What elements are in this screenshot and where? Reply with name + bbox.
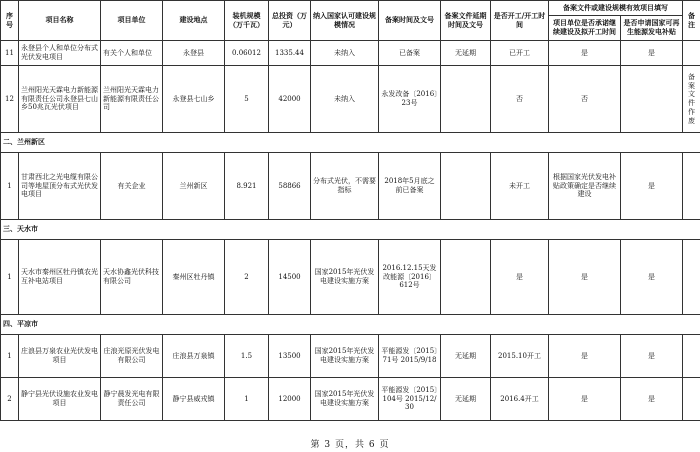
cell-capacity: 8.921 (225, 153, 269, 220)
cell-scale: 分布式光伏，不需要指标 (311, 153, 379, 220)
cell-started: 是 (491, 240, 549, 315)
cell-subsidy (621, 66, 683, 133)
cell-extension (441, 240, 491, 315)
table-row (1, 41, 700, 66)
header-commit: 项目单位是否承诺继续建设及拟开工时间 (549, 16, 621, 41)
cell-unit: 兰州阳光天霖电力新能源有限责任公司 (101, 66, 163, 133)
header-location: 建设地点 (163, 1, 225, 41)
cell-name: 庄浪县万泉农业光伏发电项目 (19, 335, 101, 378)
cell-investment: 14500 (269, 240, 311, 315)
cell-unit: 庄浪光原光伏发电有限公司 (101, 335, 163, 378)
cell-location: 永登县 (163, 41, 225, 66)
cell-subsidy: 是 (621, 335, 683, 378)
header-scale: 纳入国家认可建设规模情况 (311, 1, 379, 41)
cell-extension (441, 66, 491, 133)
cell-started: 否 (491, 66, 549, 133)
cell-capacity: 2 (225, 240, 269, 315)
cell-filing: 2016.12.15天发改能源〔2016〕612号 (379, 240, 441, 315)
cell-investment: 13500 (269, 335, 311, 378)
header-filing: 备案时间及文号 (379, 1, 441, 41)
page-number: 第 3 页，共 6 页 (310, 440, 390, 450)
header-seq: 序号 (1, 1, 19, 41)
header-remark: 备注 (683, 1, 700, 41)
table-row (1, 66, 700, 133)
cell-scale: 未纳入 (311, 66, 379, 133)
header-row (1, 1, 700, 16)
table-row (1, 378, 700, 421)
cell-started: 2015.10开工 (491, 335, 549, 378)
cell-started: 已开工 (491, 41, 549, 66)
cell-seq: 2 (1, 378, 19, 421)
cell-capacity: 5 (225, 66, 269, 133)
header-unit: 项目单位 (101, 1, 163, 41)
header-validity-group: 备案文件或建设规模有效项目填写 (549, 1, 683, 16)
table-row (1, 153, 700, 220)
cell-scale: 国家2015年光伏发电建设实施方案 (311, 240, 379, 315)
cell-remark (683, 153, 700, 220)
table-row (1, 335, 700, 378)
cell-seq: 1 (1, 153, 19, 220)
cell-filing: 永发改备〔2016〕23号 (379, 66, 441, 133)
cell-unit: 天水协鑫光伏科技有限公司 (101, 240, 163, 315)
cell-scale: 未纳入 (311, 41, 379, 66)
cell-seq: 11 (1, 41, 19, 66)
cell-subsidy: 是 (621, 153, 683, 220)
cell-subsidy: 是 (621, 41, 683, 66)
cell-investment: 42000 (269, 66, 311, 133)
header-started: 是否开工/开工时间 (491, 1, 549, 41)
cell-unit: 静宁晨发光电有限责任公司 (101, 378, 163, 421)
cell-filing: 2018年5月底之前已备案 (379, 153, 441, 220)
cell-remark (683, 240, 700, 315)
cell-filing: 平能源发〔2015〕104号 2015/12/30 (379, 378, 441, 421)
header-investment: 总投资（万元） (269, 1, 311, 41)
cell-remark (683, 41, 700, 66)
cell-subsidy: 是 (621, 378, 683, 421)
cell-capacity: 1 (225, 378, 269, 421)
section-title-tianshui: 三、天水市 (1, 220, 700, 240)
header-extension: 备案文件延期时间及文号 (441, 1, 491, 41)
cell-investment: 12000 (269, 378, 311, 421)
cell-scale: 国家2015年光伏发电建设实施方案 (311, 335, 379, 378)
cell-location: 兰州新区 (163, 153, 225, 220)
cell-seq: 1 (1, 335, 19, 378)
header-subsidy: 是否申请国家可再生能源发电补贴 (621, 16, 683, 41)
cell-unit: 有关个人和单位 (101, 41, 163, 66)
cell-capacity: 0.06012 (225, 41, 269, 66)
cell-extension: 无延期 (441, 335, 491, 378)
cell-commit: 是 (549, 240, 621, 315)
cell-remark (683, 378, 700, 421)
cell-name: 甘肃西北之光电缆有限公司等地屋顶分布式光伏发电项目 (19, 153, 101, 220)
cell-commit: 否 (549, 66, 621, 133)
cell-investment: 58866 (269, 153, 311, 220)
cell-name: 永登县个人和单位分布式光伏发电项目 (19, 41, 101, 66)
cell-extension: 无延期 (441, 41, 491, 66)
cell-name: 天水市秦州区牡丹镇农光互补电站项目 (19, 240, 101, 315)
cell-subsidy: 是 (621, 240, 683, 315)
table-row (1, 240, 700, 315)
cell-filing: 已备案 (379, 41, 441, 66)
cell-remark: 备案文件作废 (683, 66, 700, 133)
cell-remark (683, 335, 700, 378)
cell-name: 兰州阳光天霖电力新能源有限责任公司永登县七山乡50兆瓦光伏项目 (19, 66, 101, 133)
cell-location: 永登县七山乡 (163, 66, 225, 133)
header-name: 项目名称 (19, 1, 101, 41)
cell-started: 未开工 (491, 153, 549, 220)
cell-commit: 是 (549, 41, 621, 66)
section-row (1, 133, 700, 153)
cell-extension: 无延期 (441, 378, 491, 421)
cell-location: 庄浪县万泉镇 (163, 335, 225, 378)
cell-location: 静宁县威戎镇 (163, 378, 225, 421)
cell-scale: 国家2015年光伏发电建设实施方案 (311, 378, 379, 421)
header-capacity: 装机规模（万千瓦） (225, 1, 269, 41)
cell-unit: 有关企业 (101, 153, 163, 220)
cell-extension (441, 153, 491, 220)
cell-started: 2016.4开工 (491, 378, 549, 421)
cell-seq: 1 (1, 240, 19, 315)
section-row (1, 315, 700, 335)
cell-name: 静宁县光伏设施农业发电项目 (19, 378, 101, 421)
cell-commit: 是 (549, 335, 621, 378)
cell-capacity: 1.5 (225, 335, 269, 378)
cell-seq: 12 (1, 66, 19, 133)
section-row (1, 220, 700, 240)
cell-filing: 平能源发〔2015〕71号 2015/9/18 (379, 335, 441, 378)
cell-commit: 根据国家光伏发电补贴政策确定是否继续建设 (549, 153, 621, 220)
cell-location: 秦州区牡丹镇 (163, 240, 225, 315)
section-title-lanzhou: 二、兰州新区 (1, 133, 700, 153)
cell-commit: 是 (549, 378, 621, 421)
section-title-pingliang: 四、平凉市 (1, 315, 700, 335)
cell-investment: 1335.44 (269, 41, 311, 66)
